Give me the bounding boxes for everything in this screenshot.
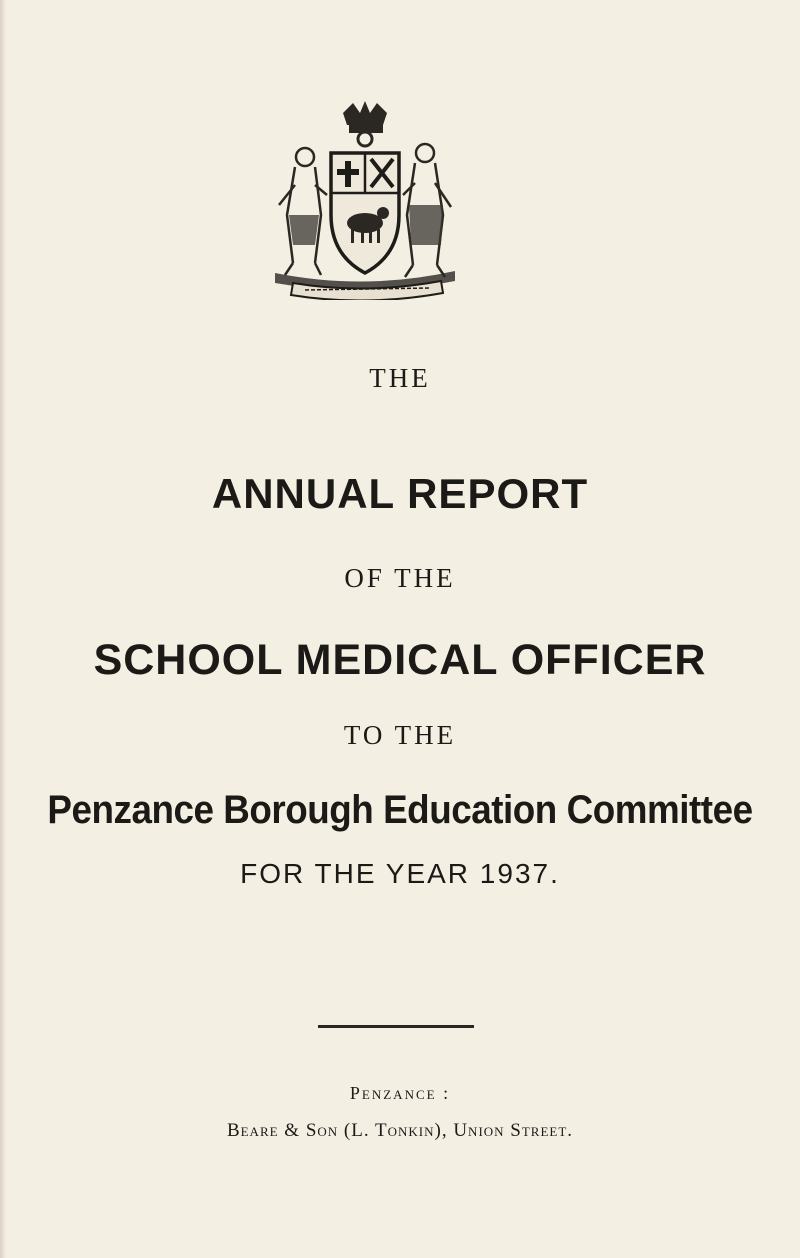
page-edge-shadow [0, 0, 6, 1258]
heading-the: THE [369, 363, 431, 393]
heading-to-the: TO THE [343, 720, 457, 750]
publisher-name: Beare & Son (L. Tonkin), Union Street. [226, 1120, 574, 1141]
heading-of-the: OF THE [344, 563, 456, 593]
divider-rule [318, 1025, 474, 1028]
report-year: FOR THE YEAR 1937. [240, 858, 560, 889]
report-subject: SCHOOL MEDICAL OFFICER [93, 636, 707, 684]
coat-of-arms-icon [265, 95, 465, 300]
publisher-place: Penzance : [349, 1083, 451, 1103]
report-title: ANNUAL REPORT [211, 470, 589, 517]
committee-name: Penzance Borough Education Committee [47, 788, 753, 832]
